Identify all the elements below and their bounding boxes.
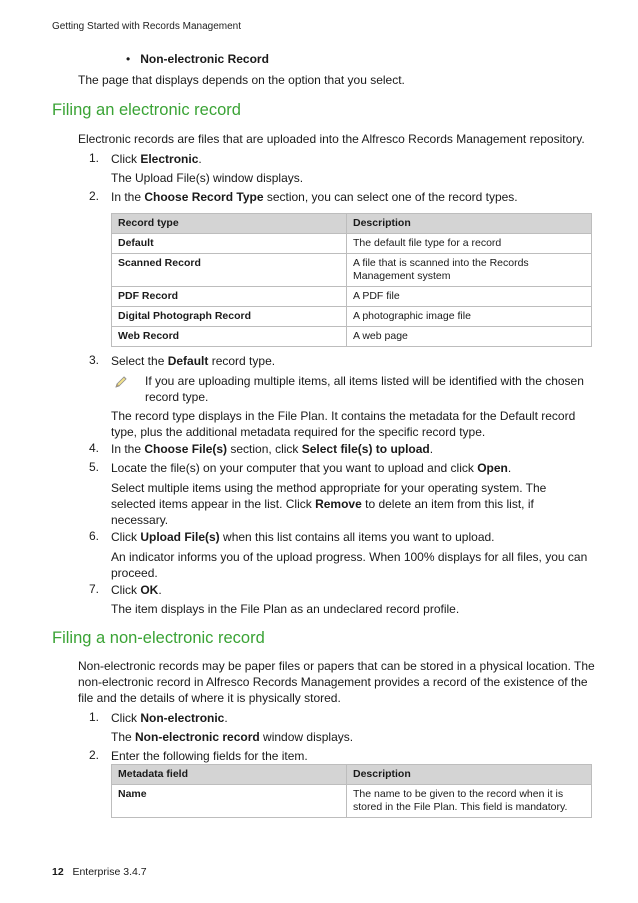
section2-intro-3: file and the details of where it is physically stored. <box>78 691 341 705</box>
step-text: . <box>429 442 434 456</box>
step-text: Locate the file(s) on your computer that you want to upload and click <box>111 461 478 475</box>
step-text: when this list contains all items you want to upload. <box>219 530 495 544</box>
step-number: 1. <box>89 151 100 165</box>
step-4 <box>111 441 433 457</box>
step-2 <box>111 189 518 205</box>
step-text: . <box>198 152 202 166</box>
step-3-para-1: The record type displays in the File Plan. It contains the metadata for the Default record <box>111 409 576 423</box>
step-text: Click <box>111 711 141 725</box>
step-text: Select the <box>111 354 168 368</box>
step-bold: Choose File(s) <box>144 442 228 456</box>
step-text: . <box>224 711 228 725</box>
step-text: window displays. <box>259 730 354 744</box>
step-6-para-1: An indicator informs you of the upload progress. When 100% displays for all files, you can <box>111 550 588 564</box>
step-number: 5. <box>89 460 100 474</box>
step-7-para: The item displays in the File Plan as an undeclared record profile. <box>111 602 460 616</box>
bullet-label: Non-electronic Record <box>140 52 269 66</box>
step-text: In the <box>111 190 145 204</box>
step-text: section, you can select one of the record types. <box>263 190 518 204</box>
section-heading-electronic: Filing an electronic record <box>52 101 241 119</box>
table-header-cell: Description <box>347 214 592 234</box>
step-bold: Open <box>477 461 508 475</box>
step-5-para-2 <box>111 496 534 512</box>
step-text: . <box>158 583 162 597</box>
step-number: 2. <box>89 189 100 203</box>
step-5-para-1: Select multiple items using the method appropriate for your operating system. The <box>111 481 547 495</box>
step-5-para-3: necessary. <box>111 513 169 527</box>
step-6 <box>111 529 495 545</box>
table-header-cell: Description <box>347 765 592 785</box>
step-bold: Upload File(s) <box>140 530 220 544</box>
s2-step-1-result <box>111 729 353 745</box>
bullet-glyph: • <box>126 52 131 66</box>
step-number: 7. <box>89 582 100 596</box>
step-bold: Non-electronic record <box>135 730 260 744</box>
table-row <box>112 785 592 818</box>
step-bold: Select file(s) to upload <box>301 442 430 456</box>
note-line-2: record type. <box>145 390 209 404</box>
step-6-para-2: proceed. <box>111 566 158 580</box>
running-header: Getting Started with Records Management <box>52 21 241 32</box>
step-3-para-2: type, plus the additional metadata required for the specific record type. <box>111 425 486 439</box>
section-heading-non-electronic: Filing a non-electronic record <box>52 629 265 647</box>
step-text: . <box>507 461 512 475</box>
table-row <box>112 234 592 254</box>
section1-intro: Electronic records are files that are uploaded into the Alfresco Records Management repository. <box>78 132 585 146</box>
table-cell: The default file type for a record <box>347 234 592 254</box>
step-bold: Electronic <box>140 152 199 166</box>
table-cell: The name to be given to the record when it is stored in the File Plan. This field is mandatory. <box>347 785 592 818</box>
step-3 <box>111 353 275 369</box>
step-text: record type. <box>208 354 276 368</box>
footer-product: Enterprise 3.4.7 <box>72 866 147 878</box>
record-type-table <box>111 213 592 347</box>
table-row <box>112 254 592 287</box>
intro-text: The page that displays depends on the option that you select. <box>78 73 405 87</box>
step-text: In the <box>111 442 145 456</box>
page-footer <box>52 866 147 878</box>
table-header-row <box>112 765 592 785</box>
step-number: 2. <box>89 748 100 762</box>
step-bold: Choose Record Type <box>144 190 264 204</box>
step-7 <box>111 582 162 598</box>
table-header-cell: Record type <box>112 214 347 234</box>
step-text: Click <box>111 152 141 166</box>
para-bold: Remove <box>315 497 362 511</box>
note-line-1: If you are uploading multiple items, all items listed will be identified with the chosen <box>145 374 584 388</box>
table-cell: Digital Photograph Record <box>112 307 347 327</box>
s2-step-1 <box>111 710 228 726</box>
step-number: 6. <box>89 529 100 543</box>
step-text: section, click <box>227 442 302 456</box>
table-cell: Scanned Record <box>112 254 347 287</box>
step-bold: OK <box>140 583 159 597</box>
table-cell: Name <box>112 785 347 818</box>
step-number: 3. <box>89 353 100 367</box>
table-cell: A PDF file <box>347 287 592 307</box>
page-number: 12 <box>52 866 64 878</box>
section2-intro-1: Non-electronic records may be paper files or papers that can be stored in a physical location. The <box>78 659 595 673</box>
step-text: Click <box>111 530 141 544</box>
table-row <box>112 327 592 347</box>
section2-intro-2: non-electronic record in Alfresco Records Management provides a record of the existence of the <box>78 675 588 689</box>
step-bold: Default <box>167 354 209 368</box>
table-header-cell: Metadata field <box>112 765 347 785</box>
table-row <box>112 307 592 327</box>
para-text: to delete an item from this list, if <box>361 497 534 511</box>
para-text: selected items appear in the list. Click <box>111 497 316 511</box>
step-bold: Non-electronic <box>140 711 225 725</box>
table-cell: Default <box>112 234 347 254</box>
table-row <box>112 287 592 307</box>
step-number: 4. <box>89 441 100 455</box>
metadata-field-table <box>111 764 592 818</box>
table-cell: A web page <box>347 327 592 347</box>
step-text: Click <box>111 583 141 597</box>
step-1 <box>111 151 202 167</box>
pencil-note-icon <box>113 374 129 390</box>
table-header-row <box>112 214 592 234</box>
table-cell: A file that is scanned into the Records Management system <box>347 254 592 287</box>
step-text: The <box>111 730 136 744</box>
bullet-item <box>126 51 269 67</box>
step-1-result: The Upload File(s) window displays. <box>111 171 304 185</box>
table-cell: A photographic image file <box>347 307 592 327</box>
step-number: 1. <box>89 710 100 724</box>
table-cell: PDF Record <box>112 287 347 307</box>
step-5 <box>111 460 511 476</box>
table-cell: Web Record <box>112 327 347 347</box>
s2-step-2: Enter the following fields for the item. <box>111 749 308 763</box>
